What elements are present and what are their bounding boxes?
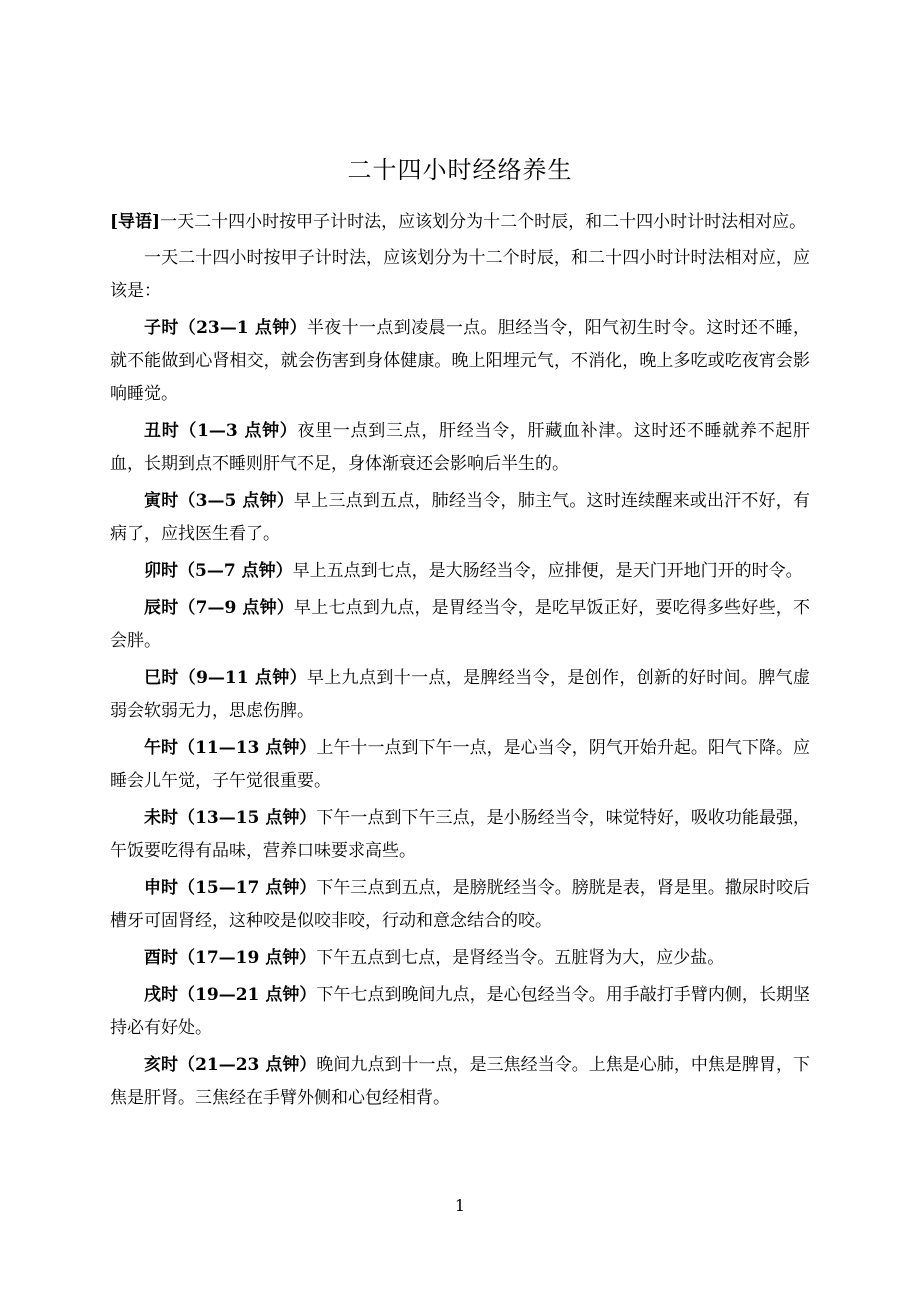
entry-heading: 卯时（5—7 点钟） — [144, 561, 293, 581]
entry-text: 下午三点到五点，是膀胱经当令。膀胱是表，肾是里。撒尿时咬后槽牙可固肾经，这种咬是似咬非咬，行动和意念结合的咬。 — [110, 878, 811, 931]
entry-heading: 未时（13—15 点钟） — [144, 808, 317, 828]
entry-text: 早上七点到九点，是胃经当令，是吃早饭正好，要吃得多些好些，不会胖。 — [110, 598, 811, 651]
entry-paragraph — [110, 872, 810, 938]
entry-heading: 丑时（1—3 点钟） — [144, 421, 298, 441]
entry-paragraph — [110, 555, 810, 588]
intro-tag: [导语] — [110, 212, 161, 232]
page-number: 1 — [454, 1196, 466, 1215]
entry-paragraph — [110, 662, 810, 728]
entry-paragraph — [110, 979, 810, 1045]
entry-paragraph — [110, 312, 810, 411]
entry-heading: 午时（11—13 点钟） — [144, 738, 317, 758]
entry-text: 早上五点到七点，是大肠经当令，应排便，是天门开地门开的时令。 — [292, 561, 803, 581]
entry-text: 早上三点到五点，肺经当令，肺主气。这时连续醒来或出汗不好，有病了，应找医生看了。 — [110, 491, 811, 544]
entry-text: 下午一点到下午三点，是小肠经当令，味觉特好，吸收功能最强，午饭要吃得有品味，营养口味要求高些。 — [110, 808, 811, 861]
entry-paragraph — [110, 732, 810, 798]
entry-paragraph — [110, 802, 810, 868]
entry-paragraph — [110, 415, 810, 481]
entry-heading: 辰时（7—9 点钟） — [144, 598, 295, 618]
entry-heading: 寅时（3—5 点钟） — [144, 491, 295, 511]
opening-paragraph: 一天二十四小时按甲子计时法，应该划分为十二个时辰，和二十四小时计时法相对应，应该是： — [110, 248, 810, 301]
entry-heading: 酉时（17—19 点钟） — [144, 948, 317, 968]
document-body — [110, 206, 810, 1119]
entry-text: 夜里一点到三点，肝经当令，肝藏血补津。这时还不睡就养不起肝血，长期到点不睡则肝气不足，身体渐衰还会影响后半生的。 — [110, 421, 811, 474]
entry-paragraph — [110, 1049, 810, 1115]
entry-text: 半夜十一点到凌晨一点。胆经当令，阳气初生时令。这时还不睡，就不能做到心肾相交，就会伤害到身体健康。晚上阳埋元气，不消化，晚上多吃或吃夜宵会影响睡觉。 — [110, 318, 811, 404]
entry-heading: 申时（15—17 点钟） — [144, 878, 317, 898]
intro-paragraph — [110, 206, 810, 238]
entry-heading: 戌时（19—21 点钟） — [144, 985, 317, 1005]
entry-text: 下午五点到七点，是肾经当令。五脏肾为大，应少盐。 — [316, 948, 725, 968]
entry-heading: 亥时（21—23 点钟） — [144, 1055, 317, 1075]
intro-text: 一天二十四小时按甲子计时法，应该划分为十二个时辰，和二十四小时计时法相对应。 — [160, 212, 807, 232]
entry-text: 早上九点到十一点，是脾经当令，是创作，创新的好时间。脾气虚弱会软弱无力，思虑伤脾。 — [110, 668, 811, 721]
entry-text: 上午十一点到下午一点，是心当令，阴气开始升起。阳气下降。应睡会儿午觉，子午觉很重要。 — [110, 738, 811, 791]
entry-heading: 巳时（9—11 点钟） — [144, 668, 307, 688]
entry-paragraph — [110, 942, 810, 975]
entry-text: 晚间九点到十一点，是三焦经当令。上焦是心肺，中焦是脾胃，下焦是肝肾。三焦经在手臂外侧和心包经相背。 — [110, 1055, 811, 1108]
entry-heading: 子时（23—1 点钟） — [144, 318, 307, 338]
entry-paragraph — [110, 485, 810, 551]
page-title: 二十四小时经络养生 — [347, 156, 573, 184]
entry-text: 下午七点到晚间九点，是心包经当令。用手敲打手臂内侧，长期坚持必有好处。 — [110, 985, 811, 1038]
entry-paragraph — [110, 592, 810, 658]
